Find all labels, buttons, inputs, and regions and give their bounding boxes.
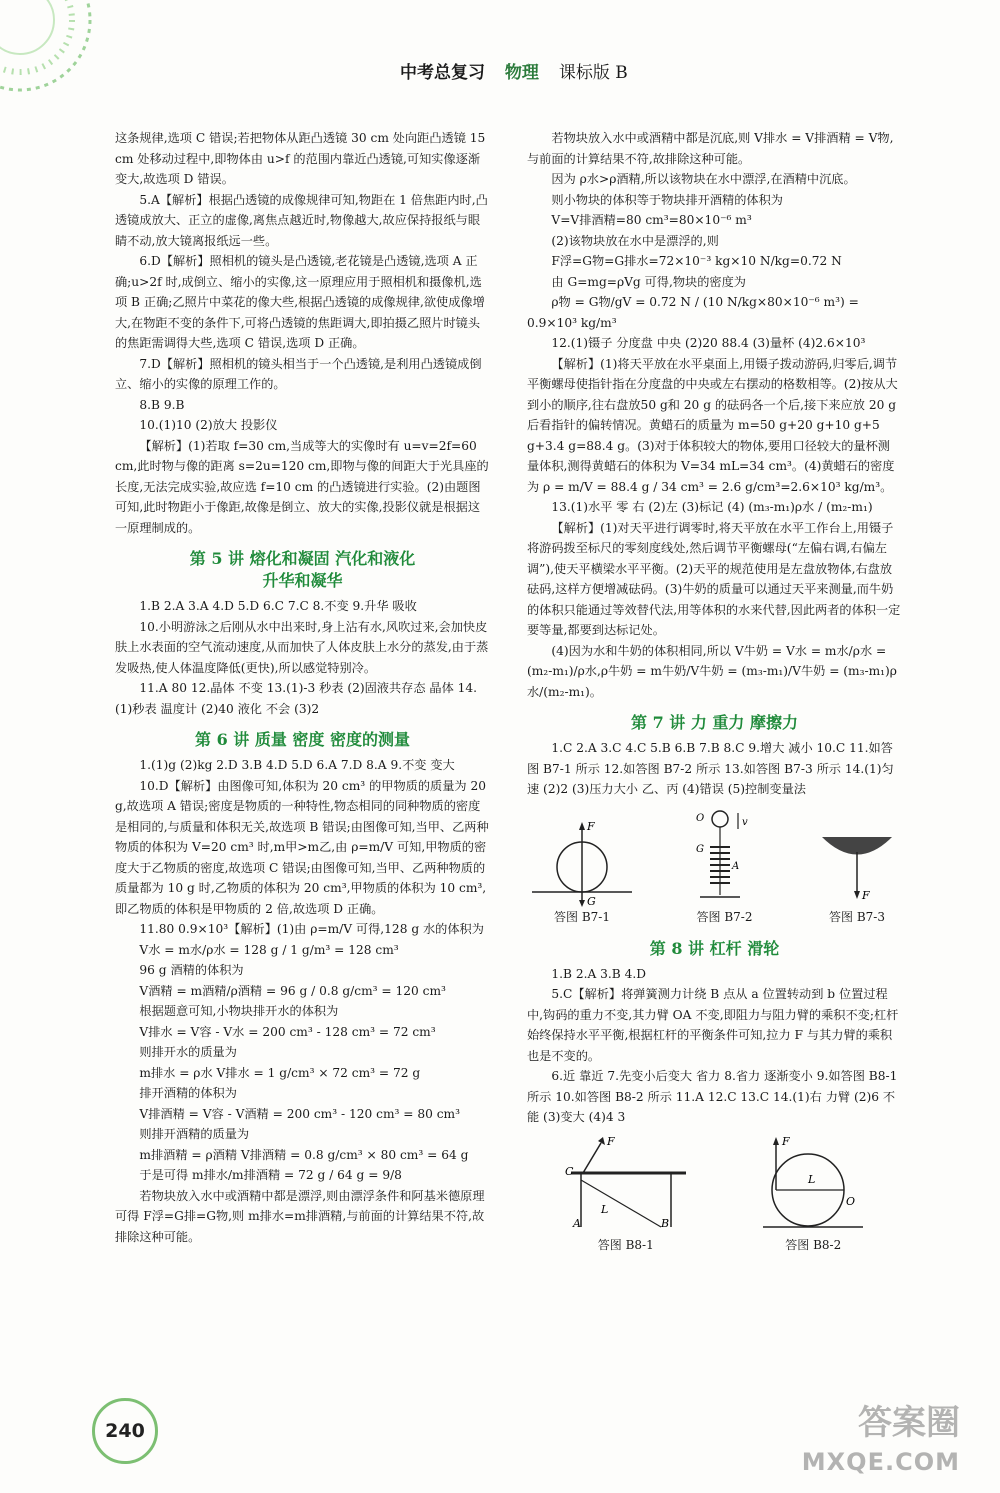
paragraph: 因为 ρ水>ρ酒精,所以该物块在水中漂浮,在酒精中沉底。: [551, 172, 856, 186]
header-subject: 物理: [504, 63, 539, 83]
paragraph: 若物块放入水中或酒精中都是漂浮,则由漂浮条件和阿基米德原理可得 F浮=G排=G物,则 m排水=m排酒精,与前面的计算结果不符,故排除这种可能。: [115, 1188, 485, 1244]
paragraph: 7.D【解析】照相机的镜头相当于一个凸透镜,是利用凸透镜成倒立、缩小的实像的原理工作的。: [115, 356, 482, 391]
label-v: v: [741, 817, 748, 828]
paragraph: 10.(1)10 (2)放大 投影仪: [139, 418, 278, 432]
section-heading-7: 第 7 讲 力 重力 摩擦力: [631, 713, 798, 732]
label-o2: O: [846, 1195, 856, 1208]
figure-b8-2: [758, 1135, 868, 1256]
label-o: O: [695, 813, 704, 824]
paragraph: 【解析】(1)将天平放在水平桌面上,用镊子拨动游码,归零后,调节平衡螺母使指针指在分度盘的中央或左右摆动的格数相等。(2)按从大到小的顺序,往右盘放50 g和 20 g 的砝码各一个后,接下来应放 20 g 后看指针的偏转情况。黄蜡石的质量为 m=50 g+20 g+10 g+5 g+3.4 g=88.4 g。(3)对于体积较大的物体,要用口径较大的量杯测量体积,测得黄蜡石的体积为 V=34 mL=34 cm³。(4)黄蜡石的密度为 ρ = m/V = 88.4 g / 34 cm³ = 2.6 g/cm³=2.6×10³ kg/m³。: [527, 356, 898, 494]
paragraph: 1.B 2.A 3.A 4.D 5.D 6.C 7.C 8.不变 9.升华 吸收: [139, 599, 417, 613]
header-title: 中考总复习: [400, 63, 485, 83]
formula: V=V排酒精=80 cm³=80×10⁻⁶ m³: [551, 213, 752, 227]
label-l: L: [600, 1203, 609, 1216]
formula: F浮=G物=G排水=72×10⁻³ kg×10 N/kg=0.72 N: [551, 254, 842, 268]
formula: V酒精 = m酒精/ρ酒精 = 96 g / 0.8 g/cm³ = 120 cm³: [139, 983, 446, 998]
paragraph: 1.B 2.A 3.B 4.D: [551, 966, 647, 981]
label-f2: F: [862, 889, 870, 902]
paragraph: 6.D【解析】照相机的镜头是凸透镜,老花镜是凸透镜,选项 A 正确;u>2f 时,成倒立、缩小的实像,这一原理应用于照相机和摄像机,选项 B 正确;乙照片中菜花的像大些,根据凸透镜的成像规律,欲使成像增大,在物距不变的条件下,可将凸透镜的焦距调大,即拍摄乙照片时镜头的焦距需调得大些,选项 C 错误,选项 D 正确。: [115, 254, 485, 350]
label-f4: F: [782, 1135, 790, 1148]
left-column: [115, 128, 490, 1247]
formula: V排水 = V容 - V水 = 200 cm³ - 128 cm³ = 72 cm³: [139, 1024, 436, 1039]
section-title-line: 第 5 讲 熔化和凝固 汽化和液化: [189, 549, 416, 568]
paragraph: 则排开水的质量为: [139, 1045, 237, 1059]
label-a2: A: [572, 1217, 581, 1230]
paragraph: (4)因为水和牛奶的体积相同,所以 V牛奶 = V水 = m水/ρ水 = (m₂-m₁)/ρ水,ρ牛奶 = m牛奶/V牛奶 = (m₃-m₁)/V牛奶 = (m₃-m₁)ρ水/(m₂-m₁)。: [527, 643, 897, 699]
lever-table-diagram-icon: [561, 1135, 691, 1235]
label-l2: L: [808, 1173, 816, 1186]
figure-caption: 答图 B7-1: [554, 910, 610, 924]
paragraph: 【解析】(1)对天平进行调零时,将天平放在水平工作台上,用镊子将游码拨至标尺的零刻度线处,然后调节平衡螺母(“左偏右调,右偏左调”),使天平横梁水平平衡。(2)天平的规范使用是左盘放物体,右盘放砝码,这样方便增减砝码。(3)牛奶的质量可以通过天平来测量,而牛奶的体积只能通过等效替代法,用等体积的水来代替,因此两者的体积一定要等量,都要到达标记处。: [527, 520, 901, 637]
label-g: G: [587, 895, 596, 907]
section-heading-5: [115, 548, 490, 592]
label-g2: G: [695, 844, 704, 855]
watermark-logo: 答案圈: [858, 1403, 960, 1443]
section-title-line: 升华和凝华: [262, 571, 343, 590]
formula: V水 = m水/ρ水 = 128 g / 1 g/m³ = 128 cm³: [139, 942, 399, 957]
paragraph: 则排开酒精的质量为: [139, 1127, 250, 1141]
paragraph: 若物块放入水中或酒精中都是沉底,则 V排水 = V排酒精 = V物,与前面的计算结果不符,故排除这种可能。: [527, 131, 894, 166]
section-heading-8: 第 8 讲 杠杆 滑轮: [649, 938, 780, 958]
formula: V排酒精 = V容 - V酒精 = 200 cm³ - 120 cm³ = 80 cm³: [139, 1106, 460, 1121]
figure-row-b7: [527, 808, 902, 928]
right-column: [527, 128, 902, 1264]
figure-caption: 答图 B8-2: [785, 1238, 842, 1252]
wheel-lever-diagram-icon: [758, 1135, 868, 1235]
paragraph: 1.C 2.A 3.C 4.C 5.B 6.B 7.B 8.C 9.增大 减小 10.C 11.如答图 B7-1 所示 12.如答图 B7-2 所示 13.如答图 B7-3 所示 14.(1)匀速 (2)2 (3)压力大小 乙、丙 (4)错误 (5)控制变量法: [527, 741, 894, 796]
formula: m排酒精 = ρ酒精 V排酒精 = 0.8 g/cm³ × 80 cm³ = 64 g: [139, 1147, 469, 1162]
paragraph: 6.近 靠近 7.先变小后变大 省力 8.省力 逐渐变小 9.如答图 B8-1 所示 10.如答图 B8-2 所示 11.A 12.C 13.C 14.(1)右 力臂 (2)6 不能 (3)变大 (4)4 3: [527, 1069, 898, 1124]
formula: m排水 = ρ水 V排水 = 1 g/cm³ × 72 cm³ = 72 g: [139, 1065, 421, 1080]
page-header: [400, 58, 720, 90]
paragraph: 8.B 9.B: [139, 397, 185, 412]
figure-b7-2: [690, 807, 760, 928]
header-edition: 课标版 B: [558, 63, 628, 83]
paragraph: 10.小明游泳之后刚从水中出来时,身上沾有水,风吹过来,会加快皮肤上水表面的空气流动速度,从而加快了人体皮肤上水分的蒸发,由于蒸发吸热,使人体温度降低(更快),所以感觉特别冷。: [115, 619, 489, 675]
paragraph: 排开酒精的体积为: [139, 1086, 237, 1100]
figure-caption: 答图 B8-1: [597, 1238, 654, 1252]
paragraph: 根据题意可知,小物块排开水的体积为: [139, 1004, 339, 1018]
label-f3: F: [606, 1135, 615, 1148]
figure-b7-3: [812, 817, 902, 928]
paragraph: 由 G=mg=ρVg 可得,物块的密度为: [551, 274, 746, 289]
page-number-badge: 240: [92, 1398, 158, 1464]
figure-b7-1: [527, 812, 637, 928]
paragraph: (2)该物块放在水中是漂浮的,则: [551, 233, 719, 248]
paragraph: 13.(1)水平 零 右 (2)左 (3)标记 (4) (m₃-m₁)ρ水 / (m₂-m₁): [551, 500, 873, 514]
figure-row-b8: [527, 1136, 902, 1256]
paragraph: 12.(1)镊子 分度盘 中央 (2)20 88.4 (3)量杯 (4)2.6×10³: [551, 336, 866, 350]
paragraph: 5.A【解析】根据凸透镜的成像规律可知,物距在 1 倍焦距内时,凸透镜成放大、正立的虚像,离焦点越近时,物像越大,故应保持报纸与眼睛不动,放大镜离报纸远一些。: [115, 192, 488, 248]
label-f: F: [587, 820, 595, 833]
paragraph: 5.C【解析】将弹簧测力计绕 B 点从 a 位置转动到 b 位置过程中,钩码的重力不变,其力臂 OA 不变,即阻力与阻力臂的乘积不变;杠杆始终保持水平平衡,根据杠杆的平衡条件可知,拉力 F 与其力臂的乘积也是不变的。: [527, 987, 899, 1063]
watermark-url: MXQE.COM: [801, 1448, 960, 1476]
label-c: C: [564, 1165, 574, 1178]
section-heading-6: 第 6 讲 质量 密度 密度的测量: [195, 730, 410, 749]
label-b: B: [660, 1217, 669, 1230]
paragraph: 则小物块的体积等于物块排开酒精的体积为: [551, 192, 783, 207]
paragraph: 96 g 酒精的体积为: [139, 963, 244, 977]
label-a: A: [731, 861, 739, 872]
formula: 于是可得 m排水/m排酒精 = 72 g / 64 g = 9/8: [139, 1168, 402, 1182]
paragraph: 这条规律,选项 C 错误;若把物体从距凸透镜 30 cm 处向距凸透镜 15 cm 处移动过程中,即物体由 u>f 的范围内靠近凸透镜,可知实像逐渐变大,故选项 D 错误。: [115, 131, 486, 186]
paragraph: 10.D【解析】由图像可知,体积为 20 cm³ 的甲物质的质量为 20 g,故选项 A 错误;密度是物质的一种特性,物态相同的同种物质的密度是相同的,与质量和体积无关,故选项 B 错误;由图像可知,当甲、乙两种物质的体积为 V=20 cm³ 时,m甲>m乙,由 ρ=m/V 可知,甲物质的密度大于乙物质的密度,故选项 C 错误;由图像可知,当甲、乙两种物质的质量都为 10 g 时,乙物质的体积为 20 cm³,甲物质的体积为 10 cm³,即乙物质的体积是甲物质的 2 倍,故选项 D 正确。: [115, 778, 489, 916]
figure-b8-1: [561, 1135, 691, 1256]
ball-on-ground-diagram-icon: [527, 812, 637, 907]
formula: ρ物 = G物/gV = 0.72 N / (10 N/kg×80×10⁻⁶ m³) = 0.9×10³ kg/m³: [527, 295, 859, 330]
figure-caption: 答图 B7-3: [829, 910, 885, 924]
bowl-diagram-icon: [812, 817, 902, 907]
corner-decoration-icon: [0, 0, 110, 110]
paragraph: 11.80 0.9×10³【解析】(1)由 ρ=m/V 可得,128 g 水的体积为: [139, 922, 484, 936]
figure-caption: 答图 B7-2: [696, 910, 753, 924]
paragraph: 11.A 80 12.晶体 不变 13.(1)-3 秒表 (2)固液共存态 晶体 14.(1)秒表 温度计 (2)40 液化 不会 (3)2: [115, 681, 478, 716]
paragraph: 1.(1)g (2)kg 2.D 3.B 4.D 5.D 6.A 7.D 8.A 9.不变 变大: [139, 758, 455, 772]
paragraph: 【解析】(1)若取 f=30 cm,当成等大的实像时有 u=v=2f=60 cm,此时物与像的距离 s=2u=120 cm,即物与像的间距大于光具座的长度,无法完成实验,故应选 f=10 cm 的凸透镜进行实验。(2)由题图可知,此时物距小于像距,故像是倒立、放大的实像,投影仪就是根据这一原理制成的。: [115, 438, 489, 535]
spring-diagram-icon: [690, 807, 760, 907]
